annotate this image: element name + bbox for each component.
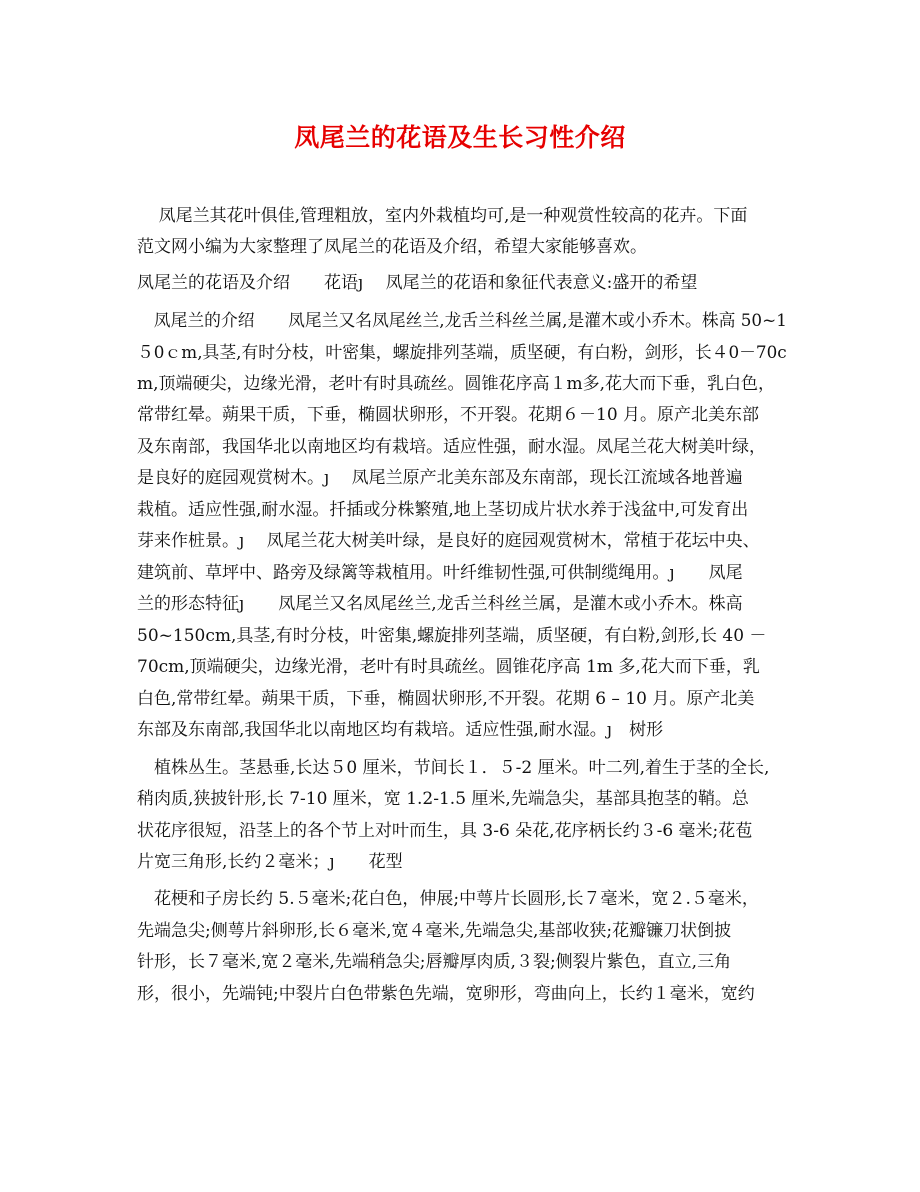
body-line: 凤尾兰的介绍 凤尾兰又名凤尾丝兰,龙舌兰科丝兰属,是灌木或小乔木。株高 50~1 bbox=[137, 311, 787, 331]
body-line: m,顶端硬尖，边缘光滑，老叶有时具疏丝。圆锥花序高１m多,花大而下垂，乳白色， bbox=[137, 374, 776, 394]
body-line: 针形，长７毫米,宽２毫米,先端稍急尖;唇瓣厚肉质,３裂;侧裂片紫色，直立,三角 bbox=[137, 952, 732, 972]
body-line: 东部及东南部,我国华北以南地区均有栽培。适应性强,耐水湿。ȷ 树形 bbox=[137, 720, 664, 740]
body-line: 70cm,顶端硬尖，边缘光滑，老叶有时具疏丝。圆锥花序高 1m 多,花大而下垂，乳 bbox=[137, 657, 760, 677]
body-line: 常带红晕。蒴果干质，下垂，椭圆状卵形，不开裂。花期６－10 月。原产北美东部 bbox=[137, 405, 760, 425]
body-line: 状花序很短，沿茎上的各个节上对叶而生，具 3-6 朵花,花序柄长约３-6 毫米;花苞 bbox=[137, 821, 753, 841]
body-line: 芽来作桩景。ȷ 凤尾兰花大树美叶绿，是良好的庭园观赏树木，常植于花坛中央、 bbox=[137, 531, 760, 551]
body-line: 花梗和子房长约 5.５毫米;花白色，伸展;中萼片长圆形,长７毫米，宽２.５毫米， bbox=[137, 889, 759, 909]
body-line: 白色,常带红晕。蒴果干质，下垂，椭圆状卵形,不开裂。花期 6 – 10 月。原产北美 bbox=[137, 689, 755, 709]
body-line: 片宽三角形,长约２毫米；ȷ 花型 bbox=[137, 852, 403, 872]
body-line: 稍肉质,狭披针形,长 7-10 厘米，宽 1.2-1.5 厘米,先端急尖，基部具抱茎的鞘。总 bbox=[137, 789, 749, 809]
body-line: ５0ｃm,具茎,有时分枝，叶密集，螺旋排列茎端，质坚硬，有白粉，剑形，长４0－70c bbox=[137, 343, 787, 363]
body-line: 栽植。适应性强,耐水湿。扦插或分株繁殖,地上茎切成片状水养于浅盆中,可发育出 bbox=[137, 500, 749, 520]
body-line: 50~150cm,具茎,有时分枝，叶密集,螺旋排列茎端，质坚硬，有白粉,剑形,长 40 － bbox=[137, 626, 767, 646]
body-line: 凤尾兰的花语及介绍 花语ȷ 凤尾兰的花语和象征代表意义:盛开的希望 bbox=[137, 273, 698, 293]
body-line: 先端急尖;侧萼片斜卵形,长６毫米,宽４毫米,先端急尖,基部收狭;花瓣镰刀状倒披 bbox=[137, 921, 732, 941]
body-line: 形，很小，先端钝;中裂片白色带紫色先端，宽卵形，弯曲向上，长约１毫米，宽约 bbox=[137, 984, 755, 1004]
page-title: 凤尾兰的花语及生长习性介绍 bbox=[294, 123, 626, 152]
body-line: 是良好的庭园观赏树木。ȷ 凤尾兰原产北美东部及东南部，现长江流域各地普遍 bbox=[137, 468, 743, 488]
body-line: 范文网小编为大家整理了凤尾兰的花语及介绍，希望大家能够喜欢。 bbox=[137, 237, 647, 257]
body-line: 及东南部，我国华北以南地区均有栽培。适应性强，耐水湿。凤尾兰花大树美叶绿， bbox=[137, 437, 766, 457]
body-line: 植株丛生。茎悬垂,长达５0 厘米，节间长１．５-2 厘米。叶二列,着生于茎的全长, bbox=[137, 758, 770, 778]
body-line: 兰的形态特征ȷ 凤尾兰又名凤尾丝兰,龙舌兰科丝兰属，是灌木或小乔木。株高 bbox=[137, 594, 743, 614]
body-line: 建筑前、草坪中、路旁及绿篱等栽植用。叶纤维韧性强,可供制缆绳用。ȷ 凤尾 bbox=[137, 563, 743, 583]
body-line: 凤尾兰其花叶俱佳,管理粗放，室内外栽植均可,是一种观赏性较高的花卉。下面 bbox=[137, 206, 748, 226]
